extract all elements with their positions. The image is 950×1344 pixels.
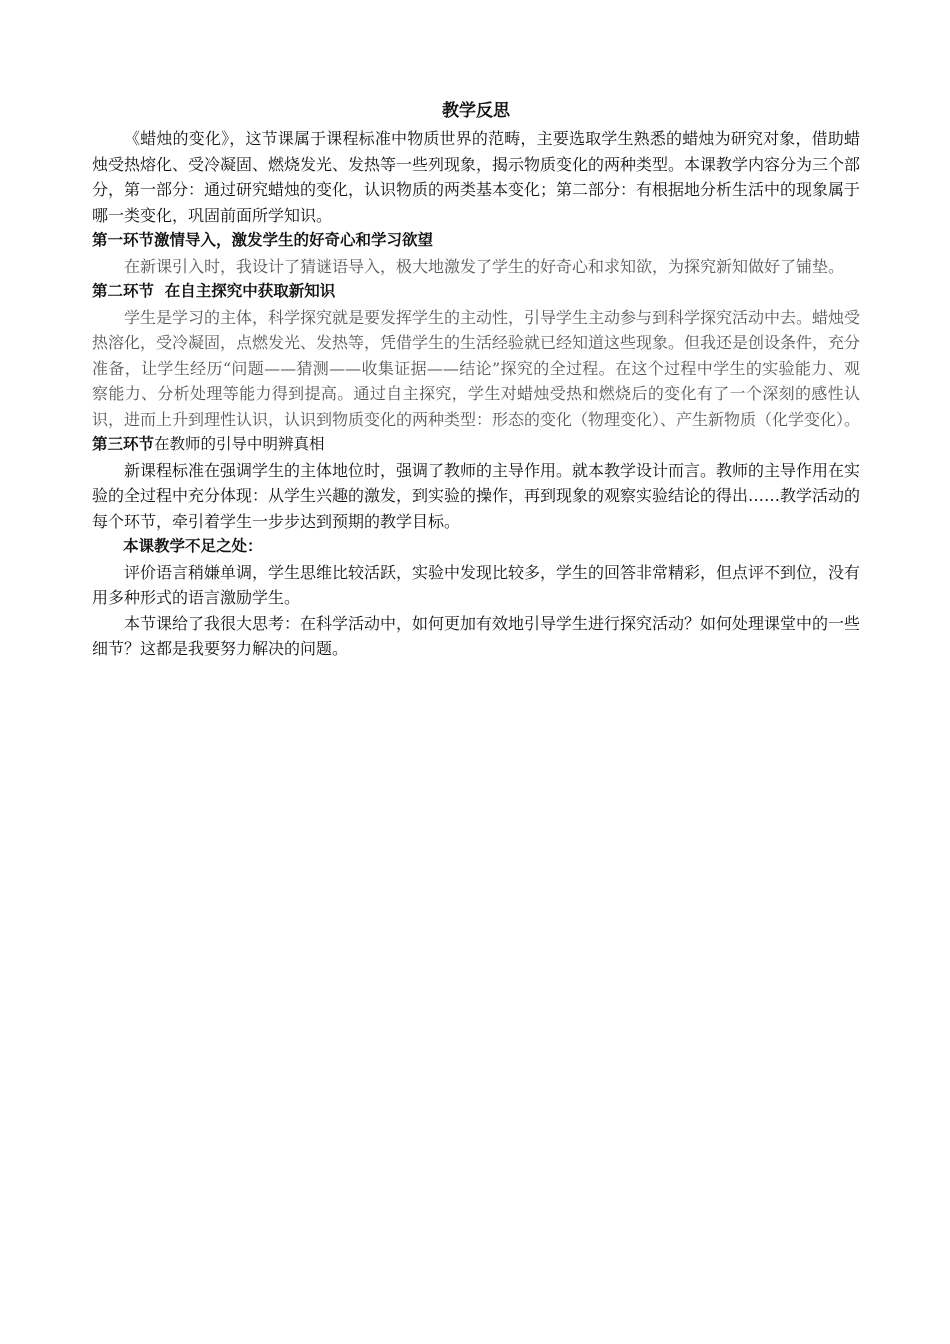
section1-body: 在新课引入时，我设计了猜谜语导入，极大地激发了学生的好奇心和求知欲，为探究新知做好了铺垫。: [124, 256, 845, 276]
closing-paragraph: 本节课给了我很大思考：在科学活动中，如何更加有效地引导学生进行探究活动？如何处理课堂中的一些细节？这都是我要努力解决的问题。: [92, 613, 861, 658]
intro-paragraph: 《蜡烛的变化》，这节课属于课程标准中物质世界的范畴，主要选取学生熟悉的蜡烛为研究对象，借助蜡烛受热熔化、受冷凝固、燃烧发光、发热等一些列现象，揭示物质变化的两种类型。本课教学内容分为三个部分，第一部分：通过研究蜡烛的变化，认识物质的两类基本变化；第二部分：有根据地分析生活中的现象属于哪一类变化，巩固前面所学知识。: [92, 129, 861, 225]
shortcomings-heading: 本课教学不足之处：: [123, 537, 263, 555]
document-title: 教学反思: [442, 101, 510, 121]
section2-heading: 第二环节 在自主探究中获取新知识: [92, 282, 336, 300]
section3-heading-bold: 第三环节: [92, 435, 155, 453]
section2-body-part: 学生是学习的主体，科学探究就是要发挥学生的主动性，引导学生主动参与到科学探究活动中去。蜡烛受热溶化，受冷凝固，点燃发光、发热等，凭借学生的生活经验就已经知道这些现象。但我还是创设条件，充分准备，让学生经历“问题——猜测——收集证据——结论”探究的全过程。在这个过程中学生的实验能力、观察能力、分析处理等能力得到提高。通过自主探究，学生对蜡烛受热和燃烧后的变化有了一个深刻的感性认识，进而上升到理性认识，认识到物质变化的两种类型：形态的变化（物理变化）、产生新物质（化学变化）。: [92, 307, 861, 429]
section3-heading: [92, 432, 860, 458]
document-page: [92, 96, 860, 662]
shortcomings-body: 评价语言稍嫌单调，学生思维比较活跃，实验中发现比较多，学生的回答非常精彩，但点评不到位，没有用多种形式的语言激励学生。: [92, 562, 861, 607]
section1-heading: 第一环节激情导入，激发学生的好奇心和学习欲望: [92, 231, 434, 249]
section3-body: 新课程标准在强调学生的主体地位时，强调了教师的主导作用。就本教学设计而言。教师的主导作用在实验的全过程中充分体现：从学生兴趣的激发，到实验的操作，再到现象的观察实验结论的得出……教学活动的每个环节，牵引着学生一步步达到预期的教学目标。: [92, 460, 861, 531]
section3-heading-rest: 在教师的引导中明辨真相: [154, 435, 325, 453]
